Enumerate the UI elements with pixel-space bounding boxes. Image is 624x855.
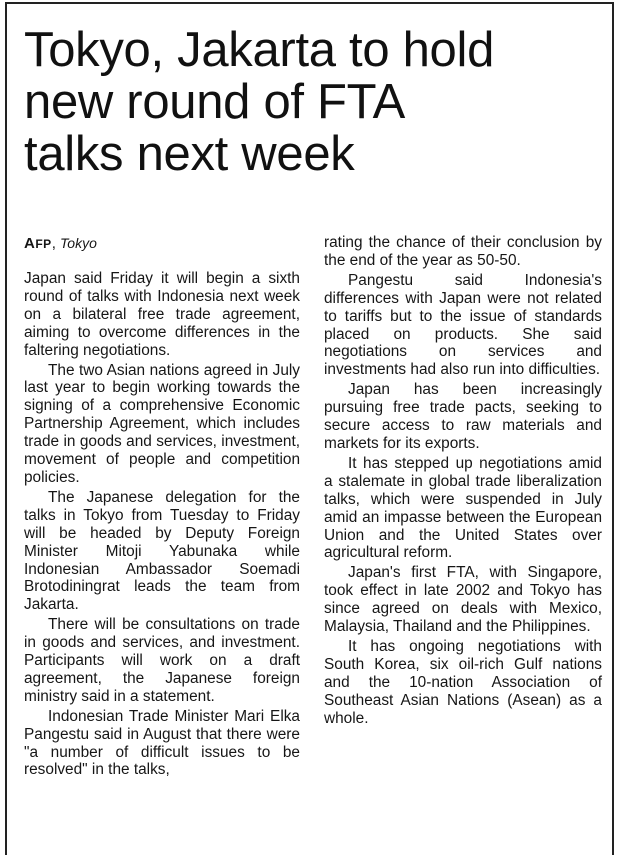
paragraph: Pangestu said Indonesia's differences with Japan were not related to tariffs but to the issue of standards placed on products. She said negotiations on services and investments had also run into difficulties. (324, 271, 602, 379)
paragraph: It has ongoing negotiations with South Korea, six oil-rich Gulf nations and the 10-nation Association of Southeast Asian Nations (Asean) as a whole. (324, 637, 602, 727)
byline-separator: , (51, 235, 56, 252)
paragraph: There will be consultations on trade in goods and services, and investment. Participants will work on a draft agreement, the Japanese foreign ministry said in a statement. (24, 616, 300, 705)
paragraph: It has stepped up negotiations amid a stalemate in global trade liberalization talks, which were suspended in July amid an impasse between the European Union and the United States over agricultural reform. (324, 454, 602, 562)
byline-source-rest: FP (35, 237, 52, 251)
headline (24, 24, 609, 180)
paragraph: The two Asian nations agreed in July last year to begin working towards the signing of a comprehensive Economic Partnership Agreement, which includes trade in goods and services, investment, movement of people and competition policies. (24, 361, 300, 486)
column-left (24, 234, 300, 781)
byline-location: Tokyo (60, 235, 97, 251)
paragraph: Japan has been increasingly pursuing free trade pacts, seeking to secure access to raw materials and markets for its exports. (324, 381, 602, 452)
byline (24, 234, 300, 270)
column-right (324, 234, 602, 729)
headline-line: new round of FTA (24, 75, 406, 129)
paragraph: Japan said Friday it will begin a sixth round of talks with Indonesia next week on a bilateral free trade agreement, aiming to overcome differences in the faltering negotiations. (24, 270, 300, 359)
paragraph: rating the chance of their conclusion by the end of the year as 50-50. (324, 234, 602, 269)
headline-line: talks next week (24, 127, 355, 181)
byline-source (24, 235, 52, 252)
top-border-rule (6, 2, 614, 4)
byline-source-initial: A (24, 235, 36, 252)
left-border-rule (5, 2, 7, 855)
headline-line: Tokyo, Jakarta to hold (24, 23, 495, 77)
right-border-rule (612, 2, 614, 855)
paragraph: Indonesian Trade Minister Mari Elka Pangestu said in August that there were "a number of difficult issues to be resolved" in the talks, (24, 707, 300, 779)
paragraph: Japan's first FTA, with Singapore, took effect in late 2002 and Tokyo has since agreed on deals with Mexico, Malaysia, Thailand and the Philippines. (324, 564, 602, 636)
paragraph: The Japanese delegation for the talks in Tokyo from Tuesday to Friday will be headed by Deputy Foreign Minister Mitoji Yabunaka while Indonesian Ambassador Soemadi Brotodiningrat leads the team from Jakarta. (24, 488, 300, 614)
